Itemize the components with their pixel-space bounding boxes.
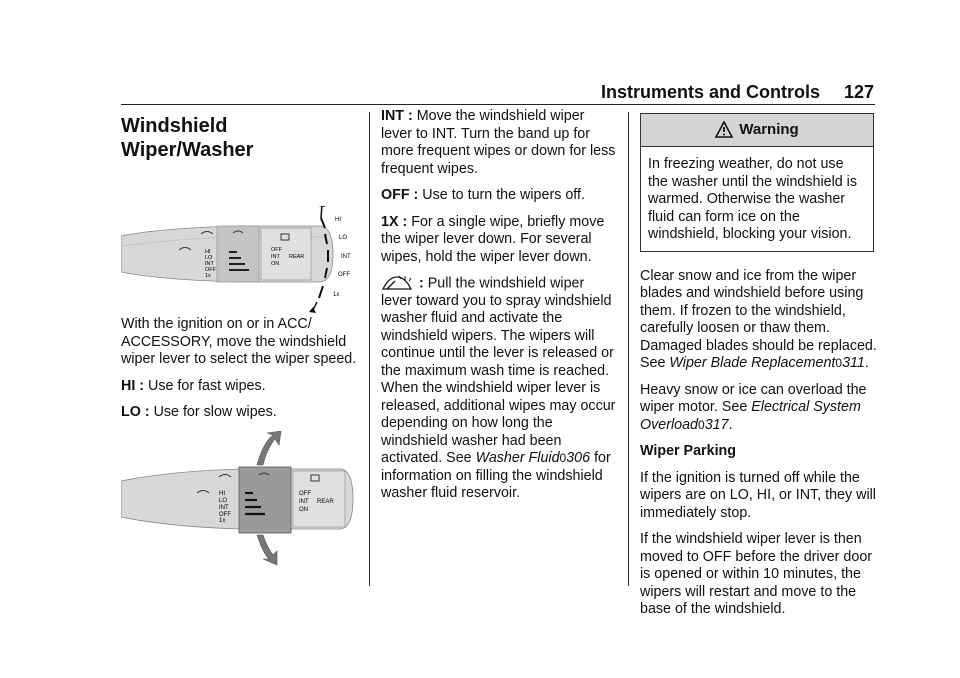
rear2-label-rear: REAR	[317, 498, 334, 505]
washer-fluid-page[interactable]: 306	[566, 450, 591, 467]
rear2-label-on: ON	[299, 506, 308, 513]
electrical-overload-page[interactable]: 317	[704, 416, 729, 433]
warning-text: In freezing weather, do not use the washer until the windshield is warmed. Otherwise the washer fluid can form ice on the windshield, blocking your vision.	[648, 156, 858, 242]
washer-fluid-link[interactable]: Washer Fluid	[475, 450, 560, 467]
wiper-blade-page[interactable]: 311	[842, 355, 865, 371]
column-3	[640, 113, 880, 628]
lo-text: Use for slow wipes.	[149, 404, 277, 420]
off-term: OFF :	[381, 187, 419, 203]
int-paragraph	[381, 108, 619, 178]
down-arrow-icon	[309, 307, 316, 313]
overload-text: Heavy snow or ice can overload the wiper motor. See	[640, 381, 867, 415]
page-ref-arrow-icon-3: 0	[698, 417, 705, 432]
header-rule	[121, 104, 875, 105]
column-1	[121, 110, 361, 567]
lever2-label-1x: 1x	[219, 517, 226, 524]
rear-label-rear: REAR	[289, 254, 305, 260]
rotate-down-arrow-icon	[257, 535, 277, 565]
page-number: 127	[843, 82, 874, 102]
lever2-label-off: OFF	[219, 511, 231, 518]
position-off: OFF	[338, 272, 350, 278]
snow-paragraph	[640, 268, 880, 373]
section-title: Instruments and Controls	[600, 82, 820, 102]
wash-paragraph	[381, 275, 619, 503]
overload-paragraph	[640, 382, 880, 435]
int-text: Move the windshield wiper lever to INT. Turn the band up for more frequent wipes or down for less frequent wipes.	[381, 108, 616, 177]
position-int: INT	[341, 254, 351, 260]
page-ref-arrow-icon: 0	[559, 451, 567, 466]
section-heading: Windshield Wiper/Washer	[121, 115, 254, 161]
snow-end: .	[864, 355, 869, 371]
lever-label-int: INT	[205, 261, 214, 267]
wiper-lever-figure-1	[121, 206, 361, 316]
hi-paragraph	[121, 378, 361, 396]
rear2-label-off: OFF	[299, 490, 311, 497]
warning-box	[640, 113, 874, 252]
1x-term: 1X :	[381, 213, 408, 230]
position-1x: 1x	[333, 292, 340, 298]
warning-header	[641, 114, 873, 147]
lever-label-hi: HI	[205, 249, 211, 255]
warning-title: Warning	[739, 121, 799, 139]
windshield-washer-icon	[381, 275, 415, 292]
parking-paragraph-2: If the windshield wiper lever is then moved to OFF before the driver door is opened or within 10 minutes, the wipers will restart and move to the base of the windshield.	[640, 531, 873, 617]
rear-label-on: ON	[271, 261, 280, 267]
lever2-label-lo: LO	[219, 497, 228, 504]
off-text: Use to turn the wipers off.	[418, 187, 585, 203]
rear-label-int: INT	[271, 254, 280, 260]
lever2-label-hi: HI	[219, 490, 225, 497]
rear-label-off: OFF	[271, 247, 282, 253]
snow-text: Clear snow and ice from the wiper blades and windshield before using them. If frozen to the windshield, carefully loosen or thaw them. Damaged blades should be replaced. See	[640, 267, 877, 371]
lever-label-1x: 1x	[205, 273, 211, 279]
position-hi: HI	[335, 217, 341, 223]
wash-text: Pull the windshield wiper lever toward you to spray windshield washer fluid and activate the windshield wipers. The wipers will continue until the lever is released or the maximum wash time is reached. When the windshield wiper lever is released, additional wipes may occur depending on how long the windshield washer had been activated. See	[381, 275, 616, 467]
column-divider-1	[369, 112, 370, 586]
off-paragraph	[381, 187, 619, 205]
lo-term: LO :	[121, 404, 150, 420]
intro-paragraph: With the ignition on or in ACC/ ACCESSORY, move the windshield wiper lever to select the wiper speed.	[121, 316, 357, 367]
page-header	[0, 0, 960, 110]
wiper-lever-figure-2	[121, 431, 361, 567]
hi-text: Use for fast wipes.	[144, 377, 266, 394]
parking-paragraph-1: If the ignition is turned off while the wipers are on LO, HI, or INT, they will immediately stop.	[640, 469, 876, 521]
rear2-label-int: INT	[299, 498, 309, 505]
wiper-blade-link[interactable]: Wiper Blade Replacement	[669, 355, 836, 371]
rotate-up-arrow-icon	[257, 431, 281, 465]
column-2	[381, 108, 619, 512]
int-term: INT :	[381, 108, 413, 124]
lever-label-lo: LO	[205, 255, 213, 261]
warning-icon	[715, 121, 733, 139]
1x-paragraph	[381, 214, 619, 267]
overload-end: .	[728, 416, 733, 433]
lever-label-off: OFF	[205, 267, 216, 273]
electrical-overload-link[interactable]: Electrical System Overload	[640, 399, 861, 433]
lo-paragraph	[121, 404, 361, 422]
position-lo: LO	[339, 235, 348, 241]
column-divider-2	[628, 112, 629, 586]
wash-term: :	[415, 275, 424, 292]
lever2-label-int: INT	[219, 504, 229, 511]
wash-tail: for information on filling the windshield washer fluid reservoir.	[381, 450, 611, 502]
1x-text: For a single wipe, briefly move the wiper lever down. For several wipes, hold the wiper lever down.	[381, 213, 605, 265]
hi-term: HI :	[121, 377, 145, 394]
wiper-parking-heading: Wiper Parking	[640, 443, 737, 459]
page-ref-arrow-icon-2: 0	[835, 356, 843, 370]
